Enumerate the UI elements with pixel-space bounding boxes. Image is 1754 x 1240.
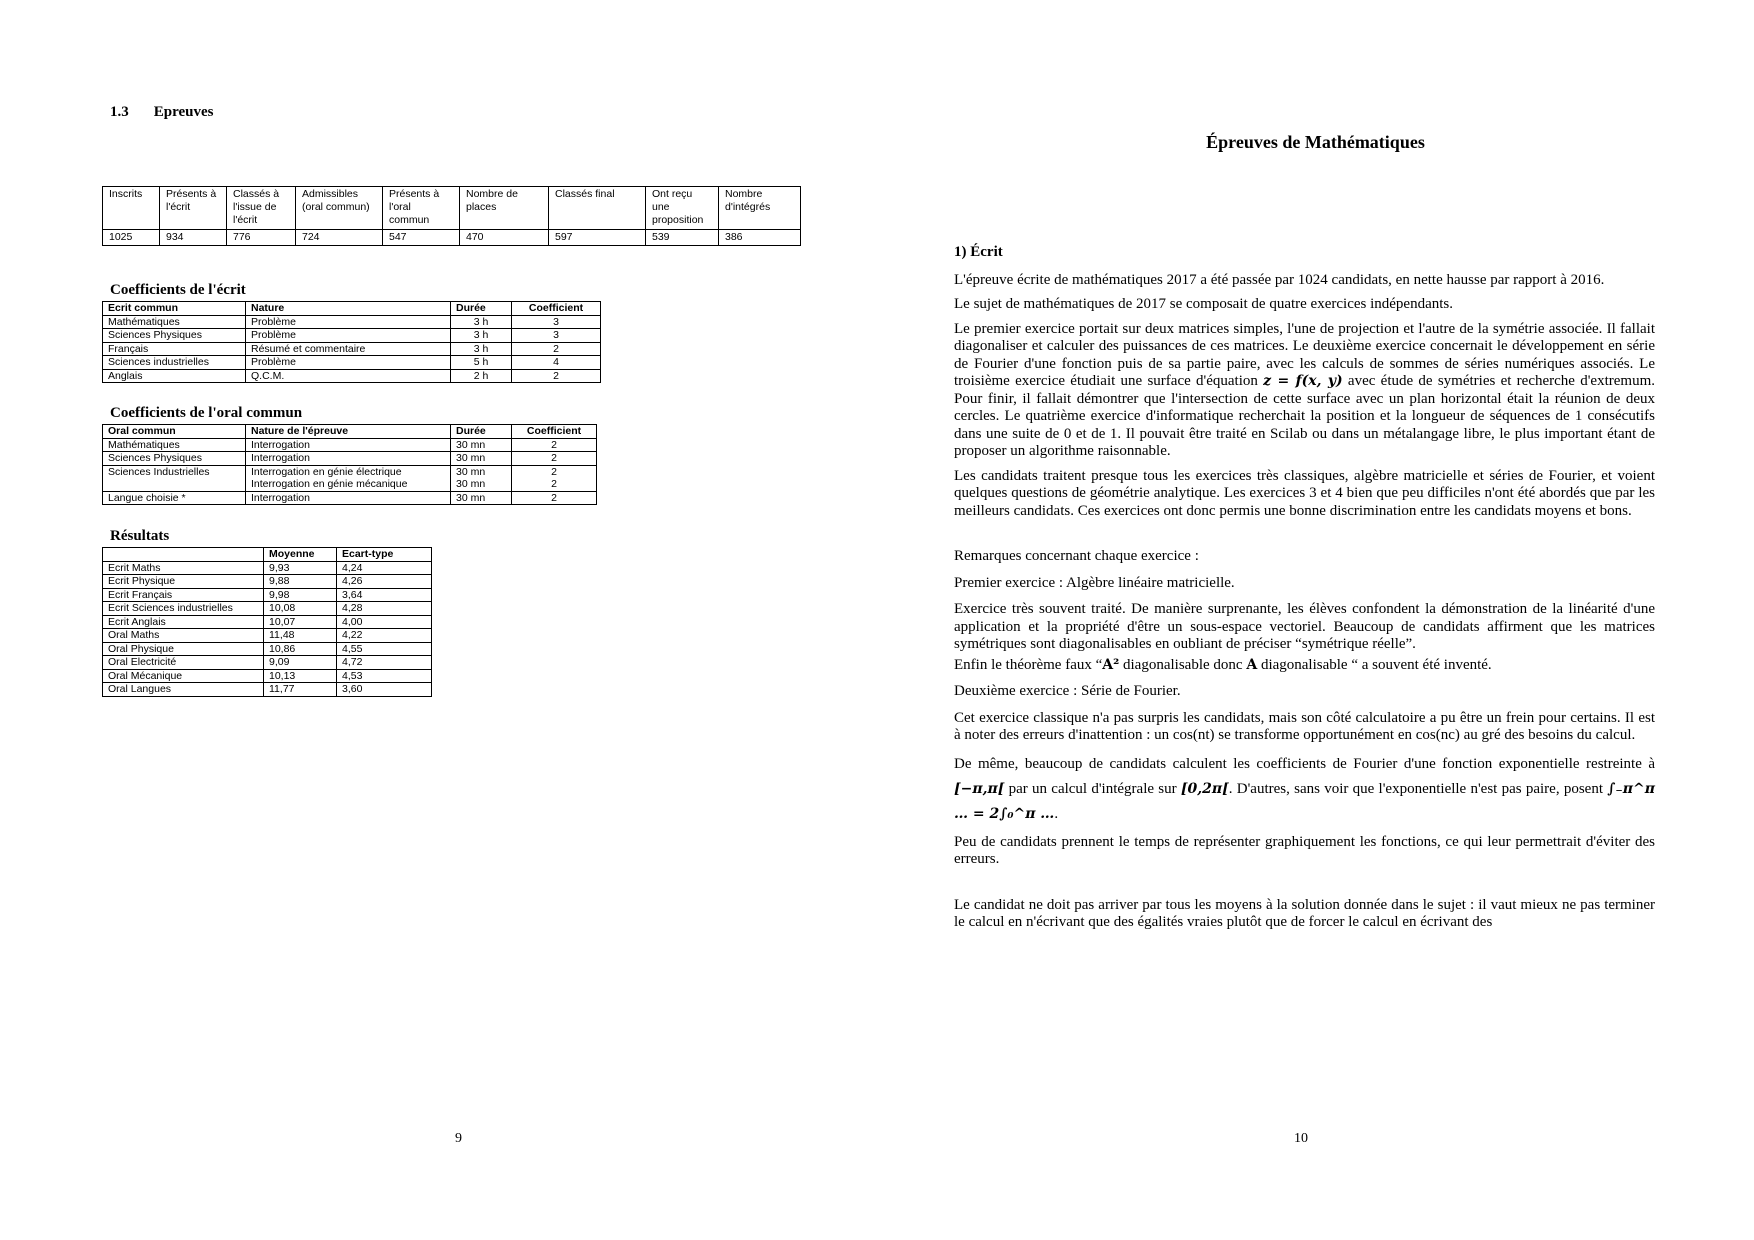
cell: Sciences Physiques — [103, 452, 246, 466]
page-title: Épreuves de Mathématiques — [1206, 132, 1425, 152]
cell: Mathématiques — [103, 315, 246, 329]
table-row — [103, 615, 432, 629]
cell: 11,77 — [264, 683, 337, 697]
cell: Problème — [246, 329, 451, 343]
cell: 2 — [512, 491, 597, 505]
cell: 4,24 — [337, 561, 432, 575]
paragraph — [954, 657, 1655, 675]
paragraph: L'épreuve écrite de mathématiques 2017 a été passée par 1024 candidats, en nette hausse par rapport à 2016. — [954, 271, 1605, 288]
cell: 3 h — [451, 329, 512, 343]
paragraph-text: De même, beaucoup de candidats calculent les coefficients de Fourier d'une fonction exponentielle restreinte à — [954, 755, 1655, 772]
right-page — [877, 0, 1754, 1240]
cell: 30 mn — [451, 452, 512, 466]
resultats-table — [102, 547, 432, 697]
cell: Anglais — [103, 369, 246, 383]
table-row — [103, 315, 601, 329]
table-header-row — [103, 425, 597, 439]
cell: 9,88 — [264, 575, 337, 589]
paragraph — [954, 752, 1655, 827]
table-row — [103, 342, 601, 356]
paragraph: Le candidat ne doit pas arriver par tous les moyens à la solution donnée dans le sujet : il vaut mieux ne pas terminer le calcul en n'écrivant que des égalités vraies plutôt que de forcer le calcul en écrivant des — [954, 896, 1655, 930]
cell: Ecrit Sciences industrielles — [103, 602, 264, 616]
cell: Interrogation — [246, 491, 451, 505]
paragraph-text: diagonalisable donc — [1119, 656, 1247, 673]
cell: Français — [103, 342, 246, 356]
cell: Ecrit Maths — [103, 561, 264, 575]
table-row — [103, 588, 432, 602]
cell: 30 mn — [451, 491, 512, 505]
cell: 2 — [512, 452, 597, 466]
cell — [103, 478, 246, 491]
cell: 10,86 — [264, 642, 337, 656]
cell: 30 mn — [451, 478, 512, 491]
cell: Interrogation — [246, 452, 451, 466]
paragraph-text: Le premier exercice portait sur deux matrices simples, l'une de projection et l'autre de la symétrie associée. Il fallait diagonaliser et calculer des puissances de ces matrices. Le deuxième exercice concernait le développement en série de Fourier d'une fonction puis de sa partie paire, avec les calculs de sommes de séries numériques associés. Le troisième exercice étudiait une surface d'équation — [954, 320, 1655, 389]
column-header: Ecrit commun — [103, 302, 246, 316]
cell: Mathématiques — [103, 438, 246, 452]
cell: 4 — [512, 356, 601, 370]
table-row — [103, 629, 432, 643]
cell: 3 — [512, 315, 601, 329]
column-header: Ecart-type — [337, 548, 432, 562]
paragraph — [954, 321, 1655, 461]
table-row — [103, 683, 432, 697]
table-row — [103, 642, 432, 656]
stats-value: 386 — [719, 230, 801, 246]
cell: 3 — [512, 329, 601, 343]
cell: Oral Maths — [103, 629, 264, 643]
cell: Sciences Physiques — [103, 329, 246, 343]
resultats-title: Résultats — [110, 528, 170, 544]
stats-header: Inscrits — [103, 187, 160, 230]
stats-value-row — [103, 230, 801, 246]
paragraph-text: par un calcul d'intégrale sur — [1004, 780, 1181, 797]
paragraph: Exercice très souvent traité. De manière surprenante, les élèves confondent la démonstration de la linéarité d'une application et la propriété d'être un sous-espace vectoriel. Beaucoup de candidats affirment que les matrices symétriques sont diagonalisables en oubliant de préciser “symétrique réelle”. — [954, 601, 1655, 652]
paragraph: Remarques concernant chaque exercice : — [954, 548, 1199, 564]
cell: Interrogation — [246, 438, 451, 452]
article-body — [954, 244, 1655, 932]
table-row — [103, 452, 597, 466]
page-number: 10 — [1294, 1131, 1308, 1146]
paragraph-text: Enfin le théorème faux “ — [954, 656, 1103, 673]
cell: 3 h — [451, 315, 512, 329]
paragraph-text: . D'autres, sans voir que l'exponentielle n'est pas paire, posent — [1228, 780, 1608, 797]
cell: 4,00 — [337, 615, 432, 629]
cell: 11,48 — [264, 629, 337, 643]
stats-header-row — [103, 187, 801, 230]
cell: 10,13 — [264, 669, 337, 683]
oral-title: Coefficients de l'oral commun — [110, 405, 303, 421]
cell: Q.C.M. — [246, 369, 451, 383]
stats-header: Admissibles (oral commun) — [296, 187, 383, 230]
matrix-a: A — [1246, 656, 1258, 673]
table-row — [103, 369, 601, 383]
table-row — [103, 602, 432, 616]
column-header — [103, 548, 264, 562]
stats-header: Classés final — [549, 187, 646, 230]
paragraph: Les candidats traitent presque tous les exercices très classiques, algèbre matricielle et séries de Fourier, et voient quelques questions de géométrie analytique. Les exercices 3 et 4 bien que peu difficiles n'ont été abordés que par les meilleurs candidats. Ces exercices ont donc permis une bonne discrimination entre les candidats moyens et bons. — [954, 467, 1655, 519]
column-header: Moyenne — [264, 548, 337, 562]
paragraph-text: diagonalisable “ a souvent été inventé. — [1257, 656, 1492, 673]
exercise-heading: Deuxième exercice : Série de Fourier. — [954, 683, 1181, 699]
section-heading: 1) Écrit — [954, 244, 1003, 260]
column-header: Nature — [246, 302, 451, 316]
stats-header: Ont reçu une proposition — [646, 187, 719, 230]
column-header: Durée — [451, 425, 512, 439]
section-title: Epreuves — [153, 104, 214, 120]
oral-coef-table — [102, 424, 597, 505]
stats-value: 724 — [296, 230, 383, 246]
stats-value: 470 — [460, 230, 549, 246]
cell: 3,64 — [337, 588, 432, 602]
column-header: Oral commun — [103, 425, 246, 439]
cell: 4,26 — [337, 575, 432, 589]
ecrit-title: Coefficients de l'écrit — [110, 282, 246, 298]
table-header-row — [103, 302, 601, 316]
table-row — [103, 656, 432, 670]
cell: Sciences Industrielles — [103, 465, 246, 478]
cell: 2 h — [451, 369, 512, 383]
table-row — [103, 478, 597, 491]
cell: Ecrit Français — [103, 588, 264, 602]
table-row — [103, 575, 432, 589]
cell: Ecrit Physique — [103, 575, 264, 589]
table-row — [103, 329, 601, 343]
column-header: Nature de l'épreuve — [246, 425, 451, 439]
stats-table — [102, 186, 801, 246]
cell: Ecrit Anglais — [103, 615, 264, 629]
cell: 10,08 — [264, 602, 337, 616]
cell: 2 — [512, 478, 597, 491]
cell: 9,98 — [264, 588, 337, 602]
cell: 9,09 — [264, 656, 337, 670]
cell: 2 — [512, 369, 601, 383]
stats-value: 597 — [549, 230, 646, 246]
stats-value: 776 — [227, 230, 296, 246]
stats-header: Présents à l'écrit — [160, 187, 227, 230]
cell: Interrogation en génie mécanique — [246, 478, 451, 491]
cell: 4,53 — [337, 669, 432, 683]
cell: Sciences industrielles — [103, 356, 246, 370]
cell: 4,28 — [337, 602, 432, 616]
paragraph-text: avec étude de symétries et recherche d'extremum. Pour finir, il fallait démontrer que l'intersection de cette surface avec un plan horizontal était la réunion de deux cercles. Le quatrième exercice d'informatique recherchait la position et la longueur de séquences de 1 consécutifs dans une suite de 0 et de 1. Il pouvait être traité en Scilab ou dans un métalangage libre, le plus important étant de proposer un algorithme raisonnable. — [954, 373, 1655, 459]
stats-value: 1025 — [103, 230, 160, 246]
cell: 10,07 — [264, 615, 337, 629]
table-row — [103, 465, 597, 478]
cell: 9,93 — [264, 561, 337, 575]
paragraph: Peu de candidats prennent le temps de représenter graphiquement les fonctions, ce qui leur permettrait d'éviter des erreurs. — [954, 833, 1655, 867]
paragraph: Cet exercice classique n'a pas surpris les candidats, mais son côté calculatoire a pu être un frein pour certains. Il est à noter des erreurs d'inattention : un cos(nt) se transforme opportunément en cos(nc) au gré des besoins du calcul. — [954, 709, 1655, 743]
column-header: Coefficient — [512, 425, 597, 439]
table-row — [103, 356, 601, 370]
table-header-row — [103, 548, 432, 562]
section-heading — [110, 104, 213, 121]
cell: Problème — [246, 356, 451, 370]
cell: Oral Mécanique — [103, 669, 264, 683]
table-row — [103, 438, 597, 452]
exercise-heading: Premier exercice : Algèbre linéaire matricielle. — [954, 574, 1235, 591]
cell: 2 — [512, 342, 601, 356]
cell: Oral Physique — [103, 642, 264, 656]
cell: 30 mn — [451, 438, 512, 452]
stats-value: 547 — [383, 230, 460, 246]
page-number: 9 — [455, 1131, 462, 1146]
cell: 4,55 — [337, 642, 432, 656]
table-row — [103, 669, 432, 683]
paragraph: Le sujet de mathématiques de 2017 se composait de quatre exercices indépendants. — [954, 296, 1453, 312]
cell: Résumé et commentaire — [246, 342, 451, 356]
cell: 4,72 — [337, 656, 432, 670]
cell: Oral Langues — [103, 683, 264, 697]
cell: Interrogation en génie électrique — [246, 465, 451, 478]
cell: 5 h — [451, 356, 512, 370]
cell: 2 — [512, 438, 597, 452]
cell: 3 h — [451, 342, 512, 356]
stats-value: 934 — [160, 230, 227, 246]
interval-minus-pi-pi: [−π,π[ — [954, 780, 1005, 797]
cell: Problème — [246, 315, 451, 329]
table-row — [103, 491, 597, 505]
column-header: Coefficient — [512, 302, 601, 316]
stats-header: Nombre de places — [460, 187, 549, 230]
stats-header: Présents à l'oral commun — [383, 187, 460, 230]
cell: 2 — [512, 465, 597, 478]
cell: Oral Electricité — [103, 656, 264, 670]
matrix-a-squared: A² — [1102, 656, 1120, 673]
integral-formula: ∫₋π^π … = 2∫₀^π … — [954, 780, 1655, 822]
cell: Langue choisie * — [103, 491, 246, 505]
stats-value: 539 — [646, 230, 719, 246]
cell: 3,60 — [337, 683, 432, 697]
stats-header: Nombre d'intégrés — [719, 187, 801, 230]
interval-zero-two-pi: [0,2π[ — [1180, 780, 1229, 797]
cell: 4,22 — [337, 629, 432, 643]
surface-equation: z = f(x, y) — [1263, 373, 1343, 389]
cell: 30 mn — [451, 465, 512, 478]
section-number: 1.3 — [110, 104, 129, 120]
ecrit-coef-table — [102, 301, 601, 383]
paragraph-text: . — [1054, 805, 1059, 822]
table-row — [103, 561, 432, 575]
stats-header: Classés à l'issue de l'écrit — [227, 187, 296, 230]
column-header: Durée — [451, 302, 512, 316]
